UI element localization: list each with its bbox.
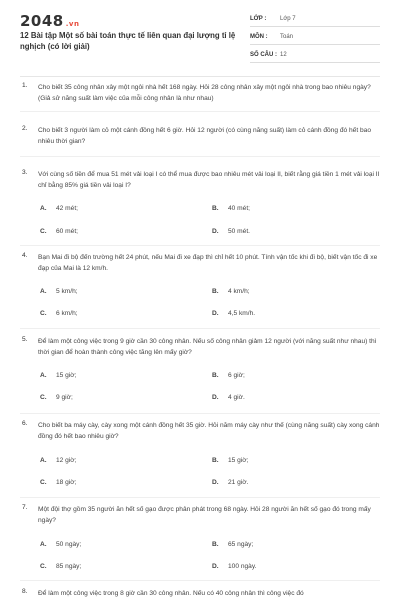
site-logo[interactable] xyxy=(20,12,79,30)
option-value: 21 giờ. xyxy=(228,479,249,486)
option-value: 18 giờ; xyxy=(56,479,77,486)
answer-option-b[interactable] xyxy=(212,372,245,379)
question-text: Một đội thợ gồm 35 người ăn hết số gạo được phân phát trong 68 ngày. Hỏi 28 người ăn hết số gạo đó trong mấy ngày? xyxy=(38,506,371,524)
answer-option-a[interactable] xyxy=(40,288,78,295)
option-letter: A. xyxy=(40,288,47,295)
option-letter: D. xyxy=(212,310,219,317)
answer-option-a[interactable] xyxy=(40,457,76,464)
option-letter: C. xyxy=(40,563,47,570)
option-value: 4,5 km/h. xyxy=(228,310,256,317)
answer-option-c[interactable] xyxy=(40,563,81,570)
info-label: LỚP : xyxy=(250,16,267,22)
option-letter: A. xyxy=(40,541,47,548)
option-value: 15 giờ; xyxy=(228,457,249,464)
answer-option-d[interactable] xyxy=(212,563,256,570)
option-letter: C. xyxy=(40,479,47,486)
info-row-count xyxy=(250,48,380,63)
option-value: 4 giờ. xyxy=(228,394,245,401)
option-letter: B. xyxy=(212,372,219,379)
info-row-class xyxy=(250,12,380,27)
info-value: Lớp 7 xyxy=(280,16,296,22)
question-number: 5. xyxy=(22,336,28,343)
option-letter: D. xyxy=(212,228,219,235)
option-letter: B. xyxy=(212,541,219,548)
answer-option-d[interactable] xyxy=(212,394,245,401)
option-letter: D. xyxy=(212,394,219,401)
option-letter: D. xyxy=(212,563,219,570)
option-letter: C. xyxy=(40,228,47,235)
option-value: 6 giờ; xyxy=(228,372,245,379)
option-value: 85 ngày; xyxy=(56,563,82,570)
question-separator xyxy=(20,156,380,157)
answer-option-d[interactable] xyxy=(212,310,255,317)
question-separator xyxy=(20,111,380,112)
question-text: Để làm một công việc trong 9 giờ cần 30 công nhân. Nếu số công nhân giảm 12 người (với năng suất như nhau) thì thời gian để hoàn thành công việc tăng lên mấy giờ? xyxy=(38,338,377,356)
option-letter: A. xyxy=(40,205,47,212)
option-value: 65 ngày; xyxy=(228,541,254,548)
question-separator xyxy=(20,413,380,414)
answer-option-c[interactable] xyxy=(40,228,78,235)
question-text: Cho biết 3 người làm cỏ một cánh đồng hết 6 giờ. Hỏi 12 người (có cùng năng suất) làm cỏ cánh đồng đó hết bao nhiêu thời gian? xyxy=(38,127,372,145)
answer-option-c[interactable] xyxy=(40,394,73,401)
answer-option-a[interactable] xyxy=(40,372,76,379)
question-number: 7. xyxy=(22,504,28,511)
option-letter: A. xyxy=(40,457,47,464)
option-value: 15 giờ; xyxy=(56,372,77,379)
question-text: Cho biết ba máy cày, cày xong một cánh đồng hết 35 giờ. Hỏi năm máy cày như thế (cùng năng suất) cày xong cánh đồng đó hết bao nhiêu giờ? xyxy=(38,422,380,440)
option-letter: D. xyxy=(212,479,219,486)
option-letter: B. xyxy=(212,288,219,295)
option-value: 40 mét; xyxy=(228,205,250,212)
question-number: 6. xyxy=(22,420,28,427)
answer-option-a[interactable] xyxy=(40,541,81,548)
question-separator xyxy=(20,245,380,246)
option-value: 50 mét. xyxy=(228,228,250,235)
info-row-subject xyxy=(250,30,380,45)
option-letter: A. xyxy=(40,372,47,379)
question-text: Bạn Mai đi bộ đến trường hết 24 phút, nếu Mai đi xe đạp thì chỉ hết 10 phút. Tính vận tốc khi đi bộ, biết vận tốc đi xe đạp của Mai là 12 km/h. xyxy=(38,254,378,272)
question-text: Để làm một công việc trong 8 giờ cần 30 công nhân. Nếu có 40 công nhân thì công việc đó xyxy=(38,590,304,597)
answer-option-b[interactable] xyxy=(212,541,253,548)
question-separator xyxy=(20,497,380,498)
header-divider xyxy=(20,76,380,77)
answer-option-c[interactable] xyxy=(40,310,78,317)
answer-option-b[interactable] xyxy=(212,288,250,295)
option-value: 9 giờ; xyxy=(56,394,73,401)
option-value: 4 km/h; xyxy=(228,288,250,295)
question-text: Với cùng số tiền để mua 51 mét vải loại I có thể mua được bao nhiêu mét vải loại II, biết rằng giá tiền 1 mét vải loại II chỉ bằng 85% giá tiền vải loại I? xyxy=(38,171,380,189)
answer-option-d[interactable] xyxy=(212,479,248,486)
info-value: 12 xyxy=(280,52,287,58)
option-value: 6 km/h; xyxy=(56,310,78,317)
info-value: Toán xyxy=(280,34,294,40)
option-letter: C. xyxy=(40,310,47,317)
logo-text: 2048 xyxy=(20,12,64,30)
option-value: 5 km/h; xyxy=(56,288,78,295)
answer-option-d[interactable] xyxy=(212,228,250,235)
option-value: 100 ngày. xyxy=(228,563,257,570)
question-number: 4. xyxy=(22,252,28,259)
option-value: 12 giờ; xyxy=(56,457,77,464)
option-letter: B. xyxy=(212,457,219,464)
page-header xyxy=(0,0,400,72)
logo-suffix: .vn xyxy=(65,20,80,28)
question-separator xyxy=(20,580,380,581)
question-number: 3. xyxy=(22,169,28,176)
option-value: 42 mét; xyxy=(56,205,78,212)
answer-option-c[interactable] xyxy=(40,479,76,486)
question-number: 1. xyxy=(22,82,28,89)
answer-option-b[interactable] xyxy=(212,457,248,464)
option-letter: B. xyxy=(212,205,219,212)
info-label: MÔN : xyxy=(250,34,268,40)
option-value: 60 mét; xyxy=(56,228,78,235)
option-letter: C. xyxy=(40,394,47,401)
question-number: 2. xyxy=(22,125,28,132)
info-panel xyxy=(250,12,380,66)
question-separator xyxy=(20,328,380,329)
question-number: 8. xyxy=(22,588,28,595)
answer-option-b[interactable] xyxy=(212,205,250,212)
answer-option-a[interactable] xyxy=(40,205,78,212)
question-text: Cho biết 35 công nhân xây một ngôi nhà hết 168 ngày. Hỏi 28 công nhân xây một ngôi nhà trong bao nhiêu ngày? (Giả sử năng suất làm việc của mỗi công nhân là như nhau) xyxy=(38,84,371,102)
option-value: 50 ngày; xyxy=(56,541,82,548)
info-label: SỐ CÂU : xyxy=(250,52,277,58)
page-title: 12 Bài tập Một số bài toán thực tế liên quan đại lượng tỉ lệ nghịch (có lời giải) xyxy=(20,31,236,51)
